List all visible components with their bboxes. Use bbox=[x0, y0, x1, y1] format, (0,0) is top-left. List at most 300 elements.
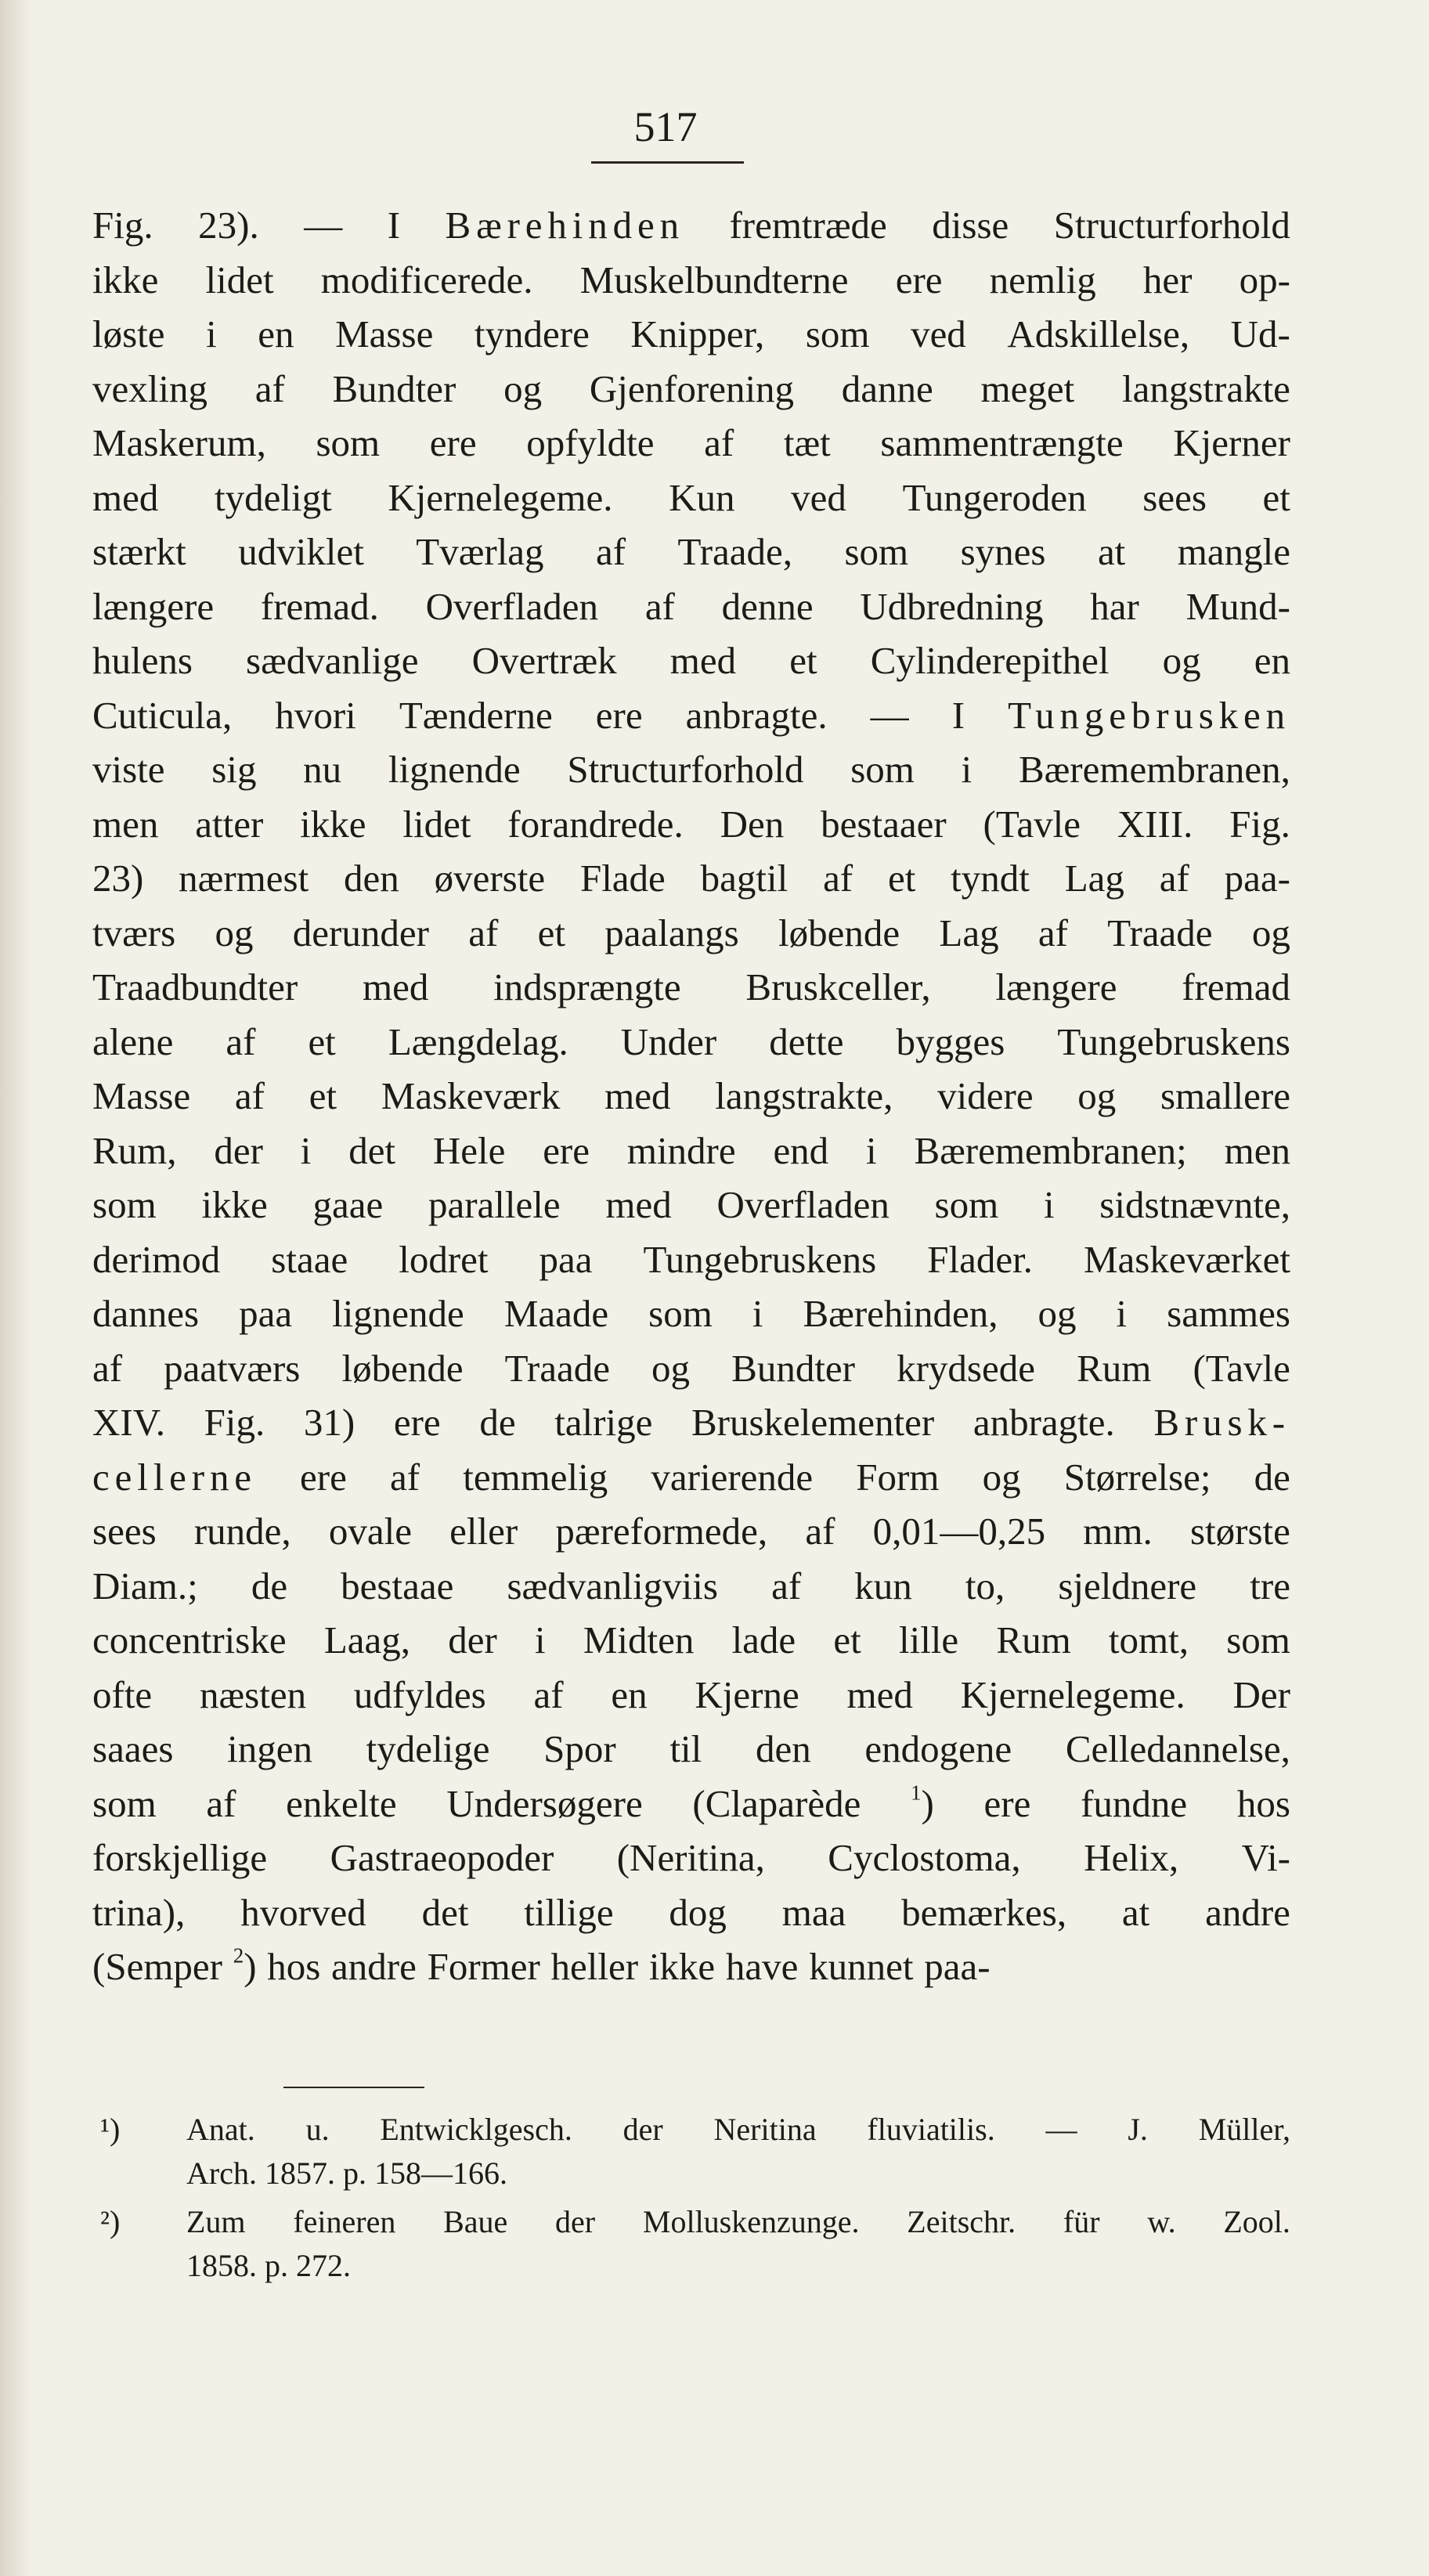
spaced-term: cellerne bbox=[92, 1455, 257, 1499]
word bbox=[309, 1069, 337, 1124]
word bbox=[1250, 1559, 1290, 1614]
word-text: det bbox=[421, 1890, 469, 1934]
word bbox=[293, 906, 429, 961]
word bbox=[226, 1015, 255, 1070]
word-text: ved bbox=[911, 312, 966, 355]
word-text: med bbox=[846, 1672, 913, 1716]
word-text: og bbox=[982, 1455, 1021, 1499]
word bbox=[1263, 471, 1290, 525]
word-text: dette bbox=[769, 1019, 844, 1063]
word bbox=[335, 307, 433, 362]
word-text: et bbox=[1262, 475, 1290, 519]
word-text: bemærkes, bbox=[901, 1890, 1067, 1934]
word bbox=[301, 1124, 312, 1178]
word bbox=[605, 1178, 671, 1232]
word-text: men bbox=[1224, 1128, 1290, 1172]
word bbox=[939, 906, 998, 961]
word bbox=[901, 1885, 1066, 1940]
word-text: og bbox=[503, 366, 543, 410]
word bbox=[533, 1668, 563, 1723]
word bbox=[864, 1722, 1012, 1777]
word-text: Kjernelegeme. bbox=[960, 1672, 1185, 1716]
word bbox=[92, 579, 214, 634]
word-text: Den bbox=[720, 802, 785, 846]
word-text: og bbox=[1077, 1074, 1117, 1117]
word bbox=[1190, 1504, 1290, 1559]
word-text: dog bbox=[669, 1890, 727, 1934]
word-text: med bbox=[92, 475, 159, 519]
word bbox=[472, 633, 617, 688]
word-text: op- bbox=[1239, 258, 1290, 301]
word bbox=[604, 906, 738, 961]
word bbox=[233, 1939, 257, 1994]
word bbox=[1081, 1777, 1187, 1831]
footnotes bbox=[100, 2108, 1290, 2293]
word-text: nu bbox=[303, 748, 342, 791]
word bbox=[1054, 198, 1290, 253]
word-text: Lag bbox=[939, 911, 999, 954]
word bbox=[204, 1395, 265, 1450]
word bbox=[860, 579, 1043, 634]
word-text: tomt, bbox=[1108, 1618, 1189, 1661]
word-text: at bbox=[1097, 530, 1126, 573]
word-text: lidet bbox=[402, 802, 471, 846]
word-text: bestaaer bbox=[821, 802, 947, 846]
word-text: eller bbox=[449, 1510, 518, 1553]
word bbox=[92, 198, 153, 253]
word bbox=[92, 1668, 152, 1723]
word bbox=[911, 307, 966, 362]
word-text: af bbox=[390, 1455, 420, 1499]
word-text: af bbox=[644, 584, 675, 628]
word bbox=[871, 688, 909, 743]
word-text: mangle bbox=[1177, 530, 1290, 573]
word-text: udviklet bbox=[238, 530, 364, 573]
word-text: alene bbox=[92, 1019, 174, 1063]
word bbox=[258, 307, 294, 362]
word bbox=[1117, 1286, 1128, 1341]
text-line bbox=[92, 1232, 1290, 1287]
word bbox=[92, 1015, 173, 1070]
text-line bbox=[92, 362, 1290, 417]
footnote-line bbox=[186, 2108, 1290, 2152]
word bbox=[308, 1015, 335, 1070]
word bbox=[962, 742, 973, 797]
word-text: med bbox=[605, 1183, 672, 1226]
word bbox=[92, 1504, 157, 1559]
word bbox=[1058, 1559, 1196, 1614]
word-text: Mund- bbox=[1185, 584, 1290, 628]
word bbox=[896, 253, 943, 308]
word-text: anbragte. bbox=[973, 1401, 1115, 1444]
word bbox=[670, 633, 736, 688]
word-text: et bbox=[309, 1074, 337, 1117]
word bbox=[756, 1722, 811, 1777]
word bbox=[341, 1559, 453, 1614]
word-text: i bbox=[866, 1128, 877, 1172]
word bbox=[92, 1885, 185, 1940]
word-text: kunnet bbox=[809, 1945, 914, 1988]
word bbox=[92, 1395, 165, 1450]
word: fluviatilis. bbox=[867, 2112, 995, 2147]
word bbox=[449, 1504, 518, 1559]
word-text: fremtræde bbox=[729, 204, 887, 247]
word bbox=[903, 471, 1087, 525]
word bbox=[821, 797, 947, 852]
word bbox=[507, 797, 683, 852]
word bbox=[92, 1777, 157, 1831]
word bbox=[92, 1559, 198, 1614]
word bbox=[769, 1015, 843, 1070]
word: Neritina bbox=[713, 2112, 817, 2147]
word-text: Cuticula, bbox=[92, 693, 233, 737]
word-text: (Semper bbox=[92, 1945, 222, 1988]
word bbox=[1038, 1286, 1077, 1341]
word-text: i bbox=[1116, 1292, 1128, 1335]
text-line bbox=[92, 1395, 1290, 1450]
word bbox=[92, 1831, 267, 1885]
word-text: mindre bbox=[626, 1128, 736, 1172]
word-text: en bbox=[611, 1672, 648, 1716]
word bbox=[331, 1939, 417, 1994]
word bbox=[215, 906, 253, 961]
word bbox=[1143, 253, 1193, 308]
word-text: og bbox=[1162, 639, 1201, 682]
word-text: den bbox=[755, 1727, 811, 1770]
word bbox=[535, 1613, 546, 1668]
word bbox=[255, 362, 285, 417]
word-text: Masse bbox=[92, 1074, 191, 1117]
word bbox=[92, 1286, 199, 1341]
word bbox=[416, 525, 543, 579]
word-text: paa- bbox=[924, 1945, 991, 1988]
word-text: tydelige bbox=[366, 1727, 490, 1770]
word-text: lidet bbox=[205, 258, 274, 301]
word-text: udfyldes bbox=[353, 1672, 486, 1716]
word bbox=[669, 1722, 702, 1777]
word-text: af bbox=[1159, 857, 1189, 900]
page-number: 517 bbox=[633, 103, 698, 150]
word-text: Bærehinden, bbox=[803, 1292, 998, 1335]
word-text: og bbox=[1037, 1292, 1077, 1335]
word-text: Flader. bbox=[927, 1237, 1033, 1281]
word bbox=[590, 362, 794, 417]
word bbox=[716, 1178, 889, 1232]
word: Molluskenzunge. bbox=[642, 2204, 860, 2239]
word bbox=[951, 851, 1030, 906]
word-text: — bbox=[304, 204, 343, 247]
footnote-marker: ¹) bbox=[100, 2112, 121, 2147]
word bbox=[388, 198, 400, 253]
word-text: i bbox=[206, 312, 217, 355]
word bbox=[240, 1885, 366, 1940]
word-text: Muskelbundterne bbox=[579, 258, 849, 301]
word bbox=[965, 1559, 1005, 1614]
word-text: af bbox=[805, 1510, 835, 1553]
word bbox=[896, 1015, 1005, 1070]
word-text: trina), bbox=[92, 1890, 186, 1934]
word-text: varierende bbox=[651, 1455, 814, 1499]
word-text: (Tavle bbox=[1193, 1346, 1290, 1390]
footnote-line bbox=[186, 2200, 1290, 2244]
text-line bbox=[92, 688, 1290, 743]
word-text: og bbox=[215, 911, 254, 954]
word bbox=[92, 416, 266, 471]
word bbox=[344, 851, 399, 906]
text-line bbox=[92, 1722, 1290, 1777]
word-text: Midten bbox=[583, 1618, 695, 1661]
word-text: videre bbox=[937, 1074, 1034, 1117]
word bbox=[961, 525, 1046, 579]
word bbox=[92, 307, 165, 362]
word bbox=[1193, 1341, 1290, 1396]
text-line bbox=[92, 1124, 1290, 1178]
word-text: Tværlag bbox=[416, 530, 544, 573]
word-text: de bbox=[479, 1401, 516, 1444]
word bbox=[448, 1613, 497, 1668]
word-text: her bbox=[1142, 258, 1193, 301]
word-text: et bbox=[887, 857, 916, 900]
word-text: ere bbox=[983, 1781, 1031, 1825]
word bbox=[1142, 471, 1207, 525]
word-text: Kjerne bbox=[695, 1672, 799, 1716]
word-text: sædvanligviis bbox=[507, 1564, 718, 1607]
word-text: Maskeværk bbox=[381, 1074, 561, 1117]
word bbox=[731, 1341, 855, 1396]
word-text: hos bbox=[1236, 1781, 1290, 1825]
word-text: af bbox=[596, 530, 626, 573]
word-text: paa bbox=[539, 1237, 593, 1281]
word bbox=[611, 1668, 647, 1723]
word-text: paatværs bbox=[164, 1346, 301, 1390]
word-text: forandrede. bbox=[507, 802, 684, 846]
word-text: Tungeroden bbox=[902, 475, 1087, 519]
word-text: krydsede bbox=[897, 1346, 1035, 1390]
word bbox=[651, 1341, 690, 1396]
word-text: gaae bbox=[312, 1183, 384, 1226]
word bbox=[524, 1885, 613, 1940]
word bbox=[321, 253, 533, 308]
word bbox=[446, 198, 684, 253]
word-text: Under bbox=[620, 1019, 717, 1063]
word-text: ingen bbox=[227, 1727, 312, 1770]
word-text: lignende bbox=[388, 748, 521, 791]
word bbox=[1065, 851, 1124, 906]
word-text: Kjerner bbox=[1173, 421, 1290, 464]
word bbox=[194, 1504, 291, 1559]
word bbox=[1254, 633, 1290, 688]
word bbox=[651, 1450, 813, 1505]
word bbox=[92, 1613, 287, 1668]
word bbox=[984, 1777, 1031, 1831]
word bbox=[1066, 1722, 1290, 1777]
word bbox=[468, 906, 498, 961]
word-text: som bbox=[805, 312, 870, 355]
word bbox=[348, 1124, 395, 1178]
text-line bbox=[92, 633, 1290, 688]
word bbox=[267, 1939, 320, 1994]
word bbox=[1077, 1069, 1116, 1124]
word-text: ) bbox=[244, 1945, 257, 1988]
text-line bbox=[92, 906, 1290, 961]
word bbox=[847, 1668, 913, 1723]
word bbox=[329, 1504, 412, 1559]
word-text: som bbox=[1226, 1618, 1290, 1661]
word-text: Udbredning bbox=[860, 584, 1044, 628]
word bbox=[238, 525, 364, 579]
word bbox=[1163, 633, 1201, 688]
word bbox=[92, 960, 298, 1015]
word-text: et bbox=[789, 639, 817, 682]
word bbox=[341, 1341, 463, 1396]
word bbox=[200, 1668, 306, 1723]
word-text: andre bbox=[331, 1945, 417, 1988]
text-line bbox=[92, 198, 1290, 253]
word-text: tre bbox=[1250, 1564, 1290, 1607]
text-line bbox=[92, 525, 1290, 579]
word bbox=[1153, 1395, 1290, 1450]
word bbox=[324, 1613, 410, 1668]
word bbox=[715, 1069, 893, 1124]
word-text: Længdelag. bbox=[388, 1019, 568, 1063]
word bbox=[316, 416, 380, 471]
footnote-line: 1858. p. 272. bbox=[186, 2248, 351, 2283]
footnote-reference: 1 bbox=[911, 1780, 922, 1804]
word bbox=[366, 1722, 490, 1777]
word-text: Tænderne bbox=[399, 693, 553, 737]
word-text: tæt bbox=[783, 421, 831, 464]
word-text: Overfladen bbox=[425, 584, 599, 628]
word bbox=[932, 198, 1009, 253]
word-text: Størrelse; bbox=[1063, 1455, 1211, 1499]
word-text: ikke bbox=[92, 258, 159, 301]
text-line bbox=[92, 1069, 1290, 1124]
word bbox=[92, 362, 207, 417]
word-text: Bruskelementer bbox=[691, 1401, 935, 1444]
word-text: som bbox=[850, 748, 915, 791]
word bbox=[92, 525, 186, 579]
word bbox=[399, 1232, 488, 1287]
word-text: I bbox=[387, 204, 401, 247]
word-text: 23) bbox=[92, 857, 144, 900]
word: der bbox=[622, 2112, 663, 2147]
word-text: sig bbox=[211, 748, 257, 791]
word-text: sjeldnere bbox=[1058, 1564, 1197, 1607]
word-text: Bæremembranen; bbox=[914, 1128, 1187, 1172]
word bbox=[850, 742, 915, 797]
text-line bbox=[92, 471, 1290, 525]
word-text: som bbox=[316, 421, 381, 464]
word-text: med bbox=[669, 639, 737, 682]
word-text: Masse bbox=[335, 312, 434, 355]
word-text: ikke bbox=[648, 1945, 716, 1988]
word: Anat. bbox=[186, 2112, 255, 2147]
word bbox=[596, 688, 643, 743]
word bbox=[1173, 416, 1290, 471]
word bbox=[1225, 851, 1290, 906]
word-text: til bbox=[669, 1727, 702, 1770]
word-text: løbende bbox=[341, 1346, 464, 1390]
word-text: langstrakte, bbox=[715, 1074, 893, 1117]
word bbox=[649, 1939, 715, 1994]
word-text: danne bbox=[841, 366, 933, 410]
word-text: sædvanlige bbox=[246, 639, 419, 682]
word-text: staae bbox=[271, 1237, 348, 1281]
word-text: Lag bbox=[1064, 857, 1124, 900]
word bbox=[206, 253, 274, 308]
word-text: ere bbox=[393, 1401, 441, 1444]
word bbox=[844, 525, 908, 579]
word-text: lille bbox=[898, 1618, 959, 1661]
word-text: i bbox=[534, 1618, 546, 1661]
word-text: af bbox=[1037, 911, 1068, 954]
text-line bbox=[92, 1286, 1290, 1341]
word bbox=[567, 742, 803, 797]
word bbox=[726, 1939, 799, 1994]
word bbox=[195, 797, 263, 852]
word-text: paa- bbox=[1224, 857, 1290, 900]
word-text: men bbox=[92, 802, 159, 846]
word bbox=[686, 688, 828, 743]
word bbox=[313, 1178, 384, 1232]
word-text: maa bbox=[781, 1890, 846, 1934]
word: der bbox=[555, 2204, 596, 2239]
word-text: hvorved bbox=[240, 1890, 366, 1934]
word-text: ere bbox=[300, 1455, 347, 1499]
word-text: i bbox=[752, 1292, 763, 1335]
word-text: dannes bbox=[92, 1292, 200, 1335]
word bbox=[239, 1286, 292, 1341]
word bbox=[388, 471, 612, 525]
word-text: Tungebruskens bbox=[1057, 1019, 1290, 1063]
word bbox=[507, 1559, 718, 1614]
word bbox=[1044, 1178, 1055, 1232]
word bbox=[1099, 1178, 1290, 1232]
word-text: pæreformede, bbox=[555, 1510, 768, 1553]
text-line bbox=[92, 1777, 1290, 1831]
word-text: der bbox=[448, 1618, 497, 1661]
footnote-rule bbox=[283, 2087, 424, 2088]
word-text: to, bbox=[965, 1564, 1005, 1607]
word bbox=[580, 253, 849, 308]
word bbox=[809, 1939, 913, 1994]
word: w. bbox=[1147, 2204, 1176, 2239]
word-text: saaes bbox=[92, 1727, 174, 1770]
footnote bbox=[100, 2200, 1290, 2288]
word bbox=[1064, 1450, 1211, 1505]
word-text: Kjernelegeme. bbox=[388, 475, 613, 519]
word-text: 0,01—0,25 bbox=[872, 1510, 1046, 1553]
word bbox=[880, 416, 1123, 471]
word bbox=[791, 471, 846, 525]
word bbox=[92, 1450, 257, 1505]
word bbox=[722, 579, 814, 634]
word bbox=[729, 198, 886, 253]
word bbox=[1254, 1450, 1290, 1505]
word bbox=[1090, 579, 1139, 634]
word bbox=[580, 851, 666, 906]
word-text: stærkt bbox=[92, 530, 186, 573]
word bbox=[695, 1668, 799, 1723]
word bbox=[1178, 525, 1290, 579]
word bbox=[388, 1015, 568, 1070]
word-text: de bbox=[1254, 1455, 1290, 1499]
word bbox=[92, 1341, 122, 1396]
text-line bbox=[92, 253, 1290, 308]
word bbox=[669, 471, 734, 525]
word bbox=[246, 633, 418, 688]
spaced-term: Brusk- bbox=[1153, 1401, 1290, 1444]
